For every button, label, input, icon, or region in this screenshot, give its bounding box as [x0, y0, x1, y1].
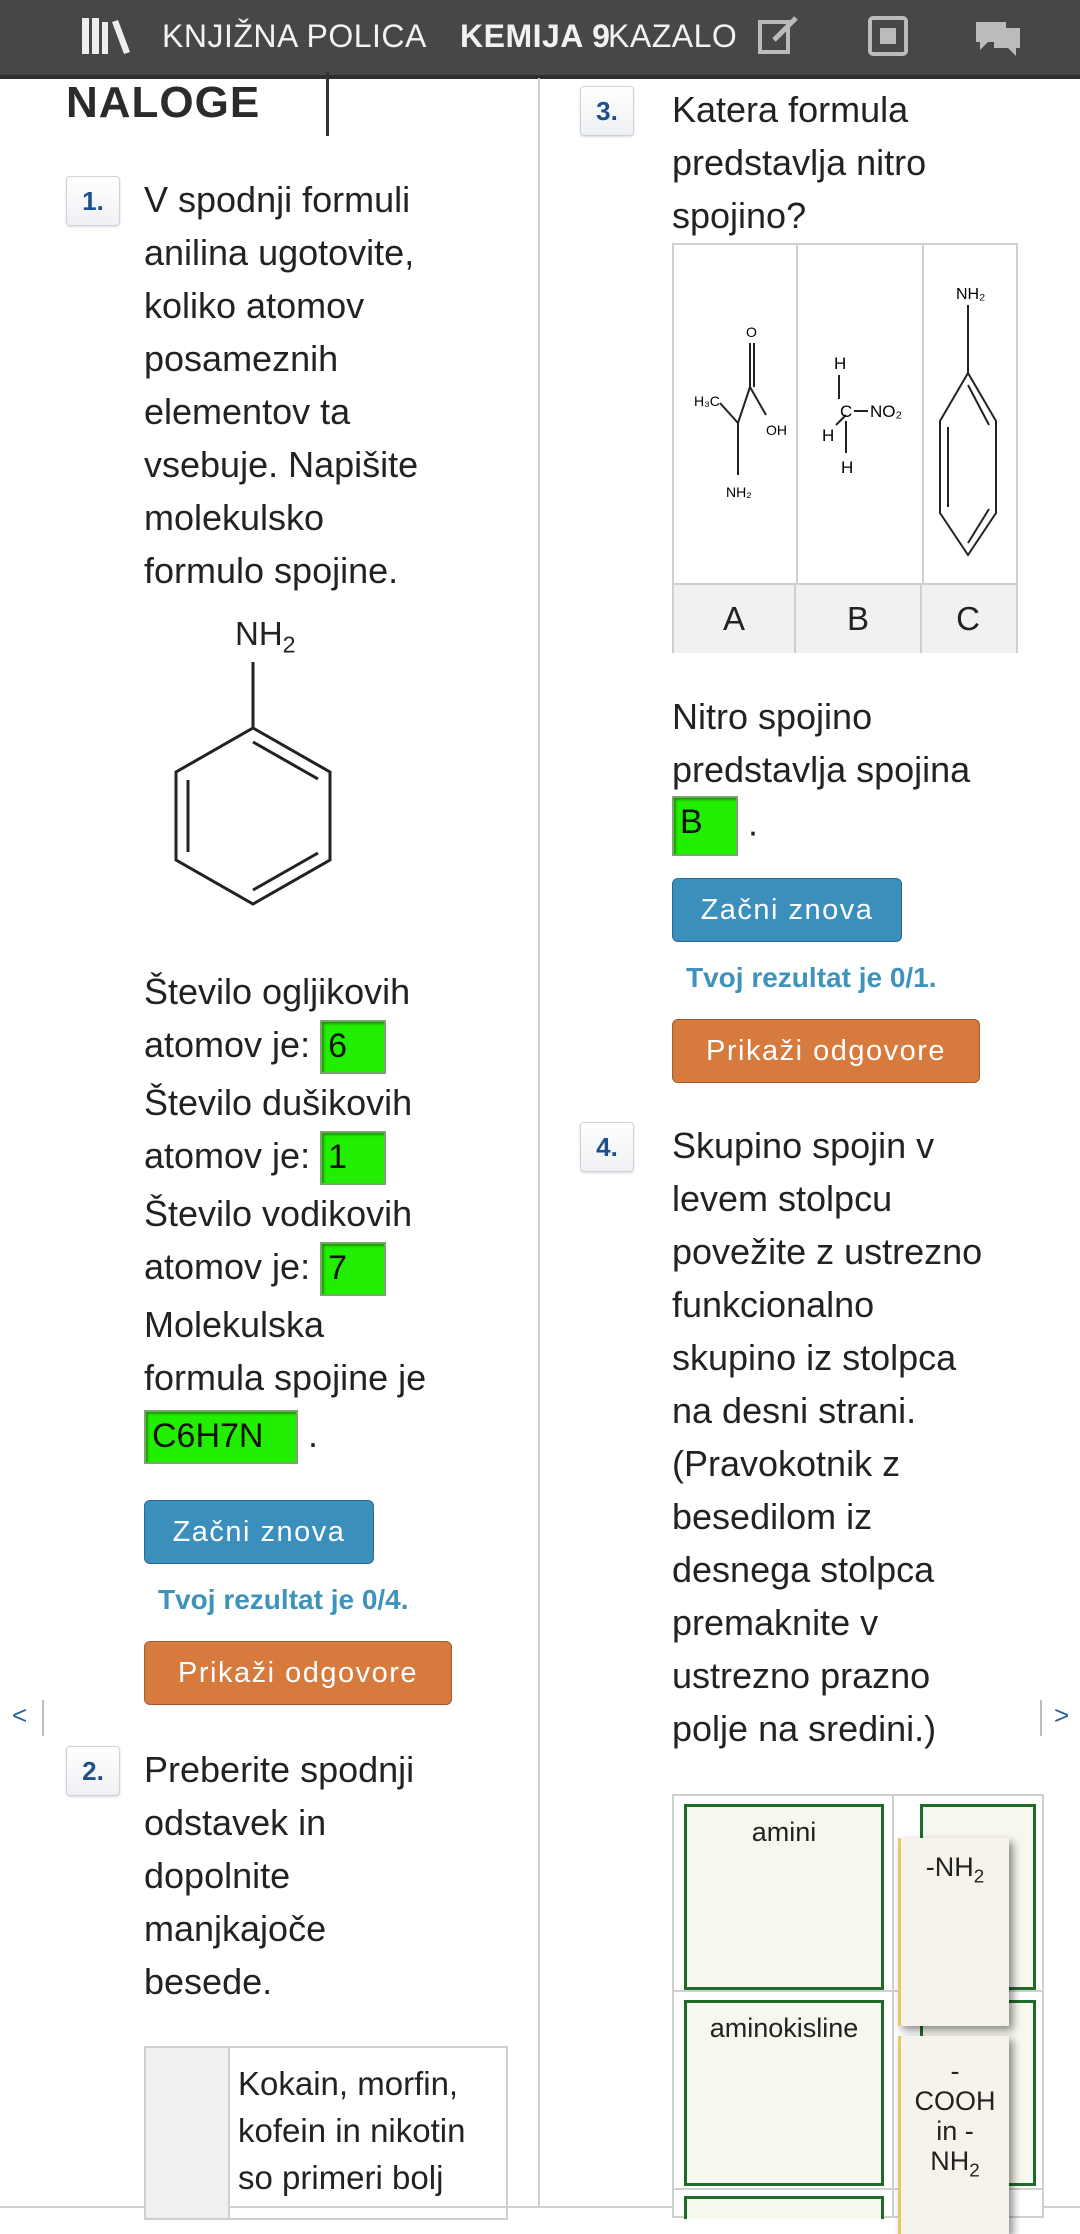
option-c-structure — [922, 245, 1014, 583]
prev-page-arrow[interactable]: < — [12, 1700, 28, 1730]
bookshelf-link[interactable]: KNJIŽNA POLICA — [162, 18, 427, 54]
question-number-2: 2. — [66, 1746, 120, 1796]
q3-restart-button[interactable]: Začni znova — [672, 878, 902, 942]
chat-icon[interactable] — [970, 14, 1026, 58]
match-column-divider — [892, 1796, 894, 2216]
option-c-label: C — [956, 600, 980, 637]
question-4-text: Skupino spojin v levem stolpcu povežite z ustrezno funkcionalno skupino iz stolpca na desni strani. (Pravokotnik z besedilom iz desnega stolpca premaknite v ustrezno prazno polje na sredini.) — [672, 1125, 983, 1749]
next-page-arrow[interactable]: > — [1054, 1700, 1070, 1730]
q3-result-text: Tvoj rezultat je 0/1. — [686, 962, 937, 993]
q1-result-text: Tvoj rezultat je 0/4. — [158, 1584, 409, 1615]
svg-text:C: C — [840, 402, 853, 421]
svg-text:O: O — [746, 324, 757, 340]
section-title: NALOGE — [66, 78, 261, 127]
prev-page-bar — [42, 1700, 44, 1736]
question-3-text: Katera formula predstavlja nitro spojino? — [672, 89, 927, 236]
svg-text:H: H — [822, 426, 835, 445]
drag-cooh-nh2-tile[interactable]: - COOH in - $NH_2$ — [898, 2036, 1009, 2234]
carbon-count-field[interactable]: 6 — [320, 1020, 386, 1074]
svg-text:NO₂: NO₂ — [870, 402, 903, 421]
question-2-text: Preberite spodnji odstavek in dopolnite manjkajoče besede. — [144, 1749, 415, 2002]
fullscreen-icon[interactable] — [860, 14, 916, 58]
question-1-answers: Število ogljikovih atomov je: 6 Število dušikovih atomov je: 1 Število vodikovih atomov je: 7 Molekulska formula spojine je C6H7N . — [144, 965, 534, 1468]
q2-table-left-cell — [146, 2048, 230, 2218]
question-number-4: 4. — [580, 1122, 634, 1172]
svg-text:H: H — [834, 354, 847, 373]
nitro-answer-field[interactable]: B — [672, 796, 738, 856]
match-row-partial — [684, 2196, 884, 2219]
q2-paragraph-text: Kokain, morfin, kofein in nikotin so primeri bolj — [238, 2065, 466, 2196]
option-a-label: A — [674, 585, 796, 653]
aniline-structure — [160, 662, 342, 912]
q3-options-table — [672, 243, 1018, 653]
index-link[interactable]: KAZALO — [608, 18, 738, 54]
svg-text:NH₂: NH₂ — [726, 484, 752, 500]
question-1-text: V spodnji formuli anilina ugotovite, koliko atomov posameznih elementov ta vsebuje. Napišite molekulsko formulo spojine. — [144, 179, 419, 591]
heading-rule — [326, 72, 329, 136]
bookshelf-icon[interactable] — [80, 14, 136, 58]
q3-answer-text: Nitro spojino predstavlja spojina B . — [672, 690, 1052, 856]
option-a-structure — [674, 245, 798, 583]
svg-text:H: H — [841, 458, 854, 477]
svg-text:H₃C: H₃C — [694, 393, 720, 409]
book-title: KEMIJA 9 — [460, 18, 611, 54]
drag-nh2-tile[interactable]: $-NH_2$ — [898, 1838, 1009, 2026]
q1-restart-button[interactable]: Začni znova — [144, 1500, 374, 1564]
q3-show-answers-button[interactable]: Prikaži odgovore — [672, 1019, 980, 1083]
q2-paragraph-table — [144, 2046, 508, 2220]
nitrogen-count-field[interactable]: 1 — [320, 1131, 386, 1185]
svg-text:NH₂: NH₂ — [956, 286, 986, 303]
svg-text:OH: OH — [766, 422, 787, 438]
molecular-formula-field[interactable]: C6H7N — [144, 1410, 298, 1464]
aniline-nh2-label: $NH_2$ — [235, 615, 296, 658]
question-number-1: 1. — [66, 176, 120, 226]
edit-icon[interactable] — [752, 14, 808, 58]
match-row-amini: amini — [684, 1804, 884, 1990]
match-row-aminokisline: aminokisline — [684, 2000, 884, 2186]
option-b-structure — [796, 245, 924, 583]
q1-show-answers-button[interactable]: Prikaži odgovore — [144, 1641, 452, 1705]
column-divider — [538, 78, 540, 2208]
hydrogen-count-field[interactable]: 7 — [320, 1242, 386, 1296]
q3-option-labels — [674, 583, 1016, 653]
question-number-3: 3. — [580, 86, 634, 136]
option-b-label: B — [796, 585, 922, 653]
top-toolbar — [0, 0, 1080, 79]
